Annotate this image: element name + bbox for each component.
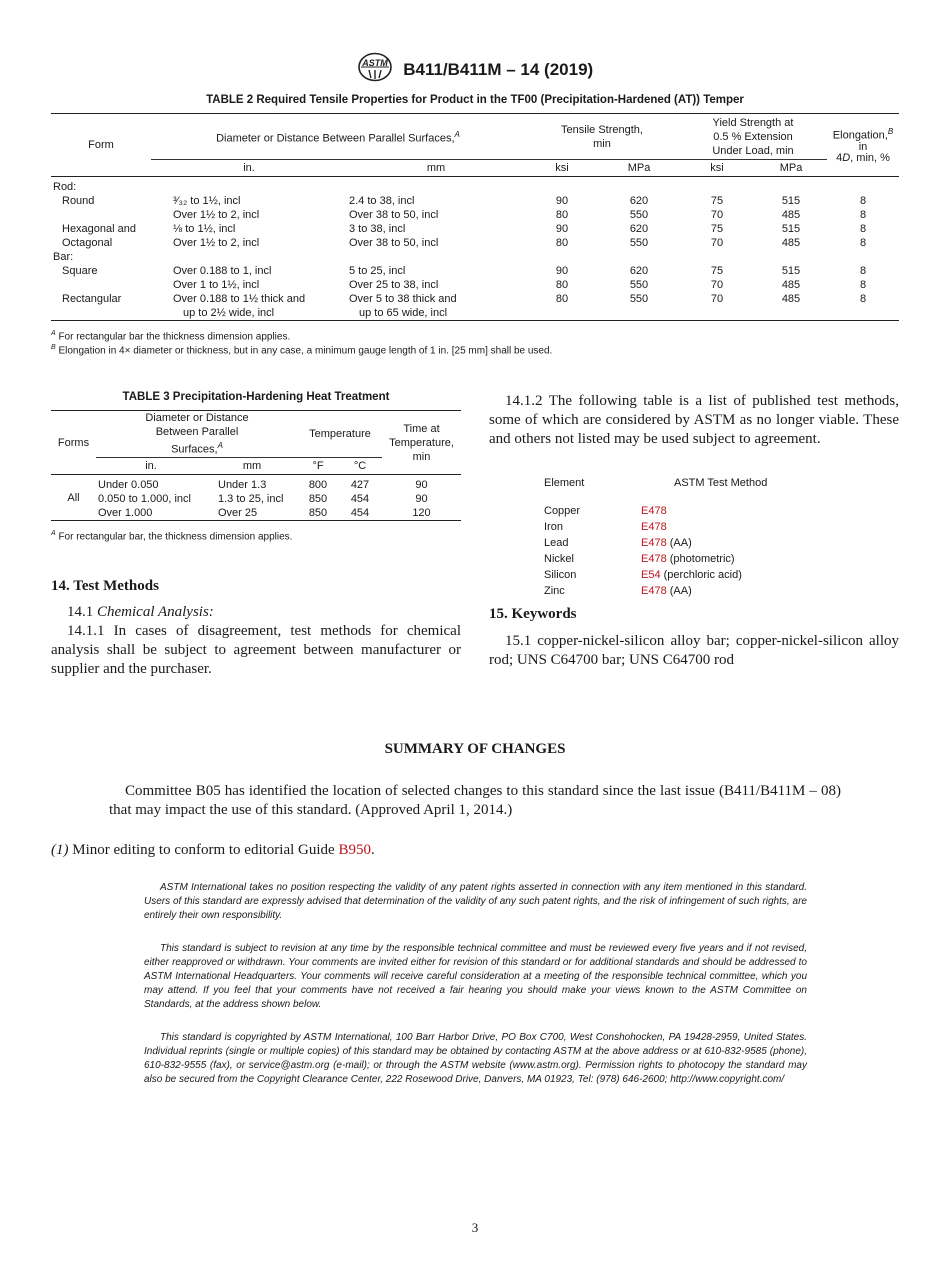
col-element: Element [544,477,585,489]
table2-caption: TABLE 2 Required Tensile Properties for Product in the TF00 (Precipitation-Hardened (AT)) Temper [206,94,744,106]
t2-footnote-b: $^B$ Elongation in 4× diameter or thickness, but in any case, a minimum gauge length of 1 in. [25 mm] shall be used. [51,344,553,357]
summary-item-1: (1) Minor editing to conform to editorial Guide B950. [51,842,375,858]
method-link[interactable]: E54 [641,569,661,581]
t3-unit-mm: mm [206,458,298,475]
t2-unit-yksi: ksi [679,160,755,177]
page-header [0,52,950,87]
t3-header-temperature: Temperature [298,411,382,458]
t2-group-bar: Bar: [53,251,74,263]
table-row: Square Over 0.188 to 1, incl 5 to 25, incl 90 620 75 515 8 [62,265,867,277]
table3-caption: TABLE 3 Precipitation-Hardening Heat Treatment [122,391,390,403]
table2-tensile-properties [51,113,899,321]
table-row: Round ³⁄₃₂ to 1½, incl 2.4 to 38, incl 90 620 75 515 8 [62,195,867,207]
t2-unit-ympa: MPa [755,160,827,177]
t2-unit-mpa: MPa [599,160,679,177]
t2-group-rod: Rod: [53,181,77,193]
section-15-heading: 15. Keywords [489,606,577,622]
section-14-1: 14.1 Chemical Analysis: [67,604,214,620]
legal-patent-notice: ASTM International takes no position respecting the validity of any patent rights asserted in connection with any item mentioned in this standard. Users of this standard are expressly advised that determination of the validity of any such patent rights, and the risk of infringement of such rights, are entirely their own responsibility. [144,882,807,921]
table-row: Octagonal Over 1½ to 2, incl Over 38 to 50, incl 80 550 70 485 8 [62,237,867,249]
table-row: Iron E478 [544,521,667,533]
table-row: 0.050 to 1.000, incl 1.3 to 25, incl 850 454 90 [98,493,428,505]
t3-header-forms: Forms [51,411,96,475]
table-row: Over 1½ to 2, incl Over 38 to 50, incl 80 550 70 485 8 [173,209,867,221]
t2-header-tensile: Tensile Strength, min [525,114,679,160]
table-row: Rectangular Over 0.188 to 1½ thick and up to 2½ wide, incl Over 5 to 38 thick and up to 65 wide, incl 80 550 70 485 8 [62,293,867,319]
section-14-1-1: 14.1.1 In cases of disagreement, test methods for chemical analysis shall be subject to agreement between manufacturer or supplier and the purchaser. [51,623,461,677]
t2-header-diameter: Diameter or Distance Between Parallel Surfaces,$^A$ [151,114,525,160]
t3-unit-f: °F [298,458,338,475]
t3-unit-c: °C [338,458,382,475]
t2-header-form: Form [51,114,151,177]
table-row: Over 1 to 1½, incl Over 25 to 38, incl 80 550 70 485 8 [173,279,867,291]
table-row: Over 1.000 Over 25 850 454 120 [98,507,431,519]
table-row: Silicon E54 (perchloric acid) [544,569,742,581]
t3-header-diameter: Diameter or Distance Between Parallel Surfaces,$^A$ [96,411,298,458]
table-row: Nickel E478 (photometric) [544,553,735,565]
test-methods-table [540,475,820,599]
method-link[interactable]: E478 [641,505,667,517]
t3-footnote: $^A$ For rectangular bar, the thickness dimension applies. [51,530,293,543]
legal-revision-notice: This standard is subject to revision at any time by the responsible technical committee and must be reviewed every five years and if not revised, either reapproved or withdrawn. Your comments are invited either for revision of this standard or for additional standards and should be addressed to ASTM International Headquarters. Your comments will receive careful consideration at a meeting of the responsible technical committee, which you may attend. If you feel that your comments have not received a fair hearing you should make your views known to the ASTM Committee on Standards, at the address shown below. [144,943,807,1010]
table-row: Lead E478 (AA) [544,537,692,549]
t2-unit-ksi: ksi [525,160,599,177]
t2-header-elongation: Elongation,$^B$ in 4D, min, % [827,114,899,177]
designation-title: B411/B411M – 14 (2019) [403,59,594,79]
method-link[interactable]: E478 [641,585,667,597]
legal-copyright-notice: This standard is copyrighted by ASTM International, 100 Barr Harbor Drive, PO Box C700, West Conshohocken, PA 19428-2959, United States. Individual reprints (single or multiple copies) of this standard may be obtained by contacting ASTM at the above address or at 610-832-9585 (phone), 610-832-9555 (fax), or service@astm.org (e-mail); or through the ASTM website (www.astm.org). Permission rights to photocopy the standard may also be secured from the Copyright Clearance Center, 222 Rosewood Drive, Danvers, MA 01923, Tel: (978) 646-2600; http://www.copyright.com/ [144,1032,807,1085]
table-row: All Under 0.050 Under 1.3 800 427 90 [67,479,428,504]
table-row: Copper E478 [544,505,667,517]
method-link[interactable]: E478 [641,553,667,565]
table-row: Zinc E478 (AA) [544,585,692,597]
summary-intro: Committee B05 has identified the location of selected changes to this standard since the last issue (B411/B411M – 08) that may impact the use of this standard. (Approved April 1, 2014.) [109,783,841,818]
t3-header-time: Time at Temperature, min [382,411,461,475]
section-14-1-2: 14.1.2 The following table is a list of published test methods, some of which are considered by ASTM as no longer viable. These and others not listed may be used subject to agreement. [489,393,899,447]
section-14-heading: 14. Test Methods [51,578,159,594]
method-link[interactable]: E478 [641,521,667,533]
table3-heat-treatment [51,410,461,521]
t2-unit-mm: mm [347,160,525,177]
page-number: 3 [471,1220,479,1235]
t2-unit-in: in. [151,160,347,177]
table-row: Hexagonal and ⅛ to 1½, incl 3 to 38, incl 90 620 75 515 8 [62,223,867,235]
method-link[interactable]: E478 [641,537,667,549]
svg-text:ASTM: ASTM [362,58,388,68]
guide-b950-link[interactable]: B950 [338,842,371,858]
astm-logo-icon [357,52,393,87]
t2-header-yield: Yield Strength at 0.5 % Extension Under Load, min [679,114,827,160]
summary-heading: SUMMARY OF CHANGES [384,741,566,757]
t3-unit-in: in. [96,458,206,475]
section-15-1: 15.1 copper-nickel-silicon alloy bar; copper-nickel-silicon alloy rod; UNS C64700 bar; UNS C64700 rod [489,633,899,668]
t2-footnote-a: $^A$ For rectangular bar the thickness dimension applies. [51,330,291,343]
col-method: ASTM Test Method [674,477,768,489]
